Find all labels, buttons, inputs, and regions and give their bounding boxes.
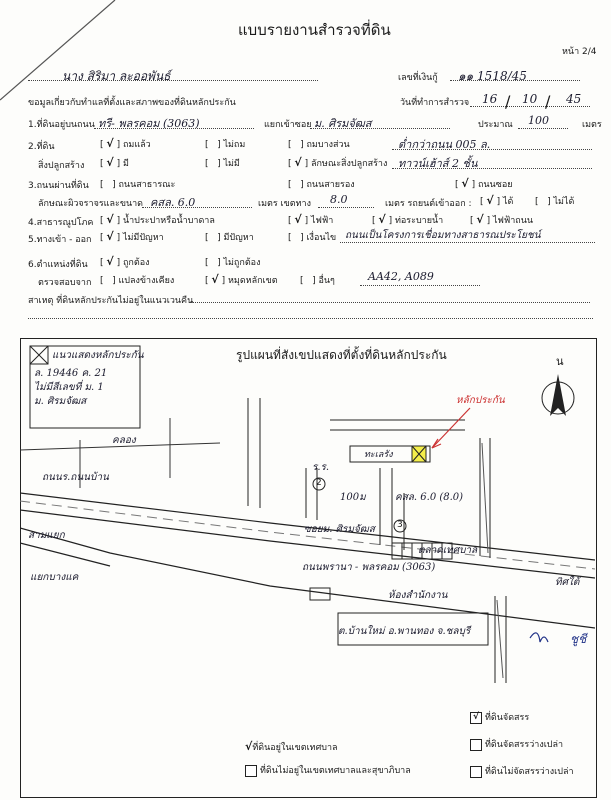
map-box-line2: ไม่มีสีเลขที่ ม. 1 xyxy=(34,382,104,393)
loan-number-label: เลขที่เงินกู้ xyxy=(398,73,438,83)
row6b-neighbour: [ ] แปลงข้างเคียง xyxy=(100,276,175,286)
north-arrow-icon xyxy=(542,374,574,416)
label-ro: ร.ร. xyxy=(312,462,330,473)
row3-label: 3.ถนนผ่านที่ดิน xyxy=(28,181,89,191)
owner-name: นาง สิริมา ละออพันธ์ xyxy=(62,69,171,83)
signature: ชูชี xyxy=(570,632,587,646)
signature-mark xyxy=(530,633,548,642)
row2-notfilled: [ ] ไม่ถม xyxy=(205,140,246,150)
label-100m: 100ม xyxy=(340,492,366,503)
row6-right: [ √ ] ถูกต้อง xyxy=(100,255,150,268)
row6-label: 6.ตำแหน่งที่ดิน xyxy=(28,260,88,270)
row4-elec: [ √ ] ไฟฟ้า xyxy=(288,213,334,226)
row5-label: 5.ทางเข้า - ออก xyxy=(28,235,92,245)
survey-date-month: 10 xyxy=(522,92,538,106)
check-allocated-vacant: ที่ดินจัดสรรว่างเปล่า xyxy=(470,737,563,751)
survey-date-label: วันที่ทำการสำรวจ xyxy=(400,98,470,108)
row5-ok: [ √ ] ไม่มีปัญหา xyxy=(100,230,164,243)
label-sayai: สามแยก xyxy=(28,530,65,541)
row5-note: ถนนเป็นโครงการเชื่อมทางสาธารณประโยชน์ xyxy=(345,230,541,241)
row4-drain: [ √ ] ท่อระบายน้ำ xyxy=(372,213,444,226)
row4-water: [ √ ] น้ำประปาหรือน้ำบาดาล xyxy=(100,213,215,226)
collateral-label: หลักประกัน xyxy=(456,395,505,406)
label-ksl: คสล. 6.0 (8.0) xyxy=(395,492,464,503)
lower-road xyxy=(20,528,595,628)
collateral-arrow xyxy=(432,408,470,448)
row2b-none: [ ] ไม่มี xyxy=(205,159,240,169)
map-title: รูปแผนที่สังเขปแสดงที่ตั้งที่ดินหลักประกัน xyxy=(236,348,447,362)
row2b-has: [ √ ] มี xyxy=(100,156,129,169)
row6b-other: [ ] อื่นๆ xyxy=(300,276,335,286)
row2b-label: สิ่งปลูกสร้าง xyxy=(38,161,85,171)
label-market: ตลาดเทศบาล xyxy=(418,545,478,556)
row3b-no: [ ] ไม่ได้ xyxy=(535,197,575,207)
row2b-type-label: [ √ ] ลักษณะสิ่งปลูกสร้าง xyxy=(288,156,388,169)
row3b-label: ลักษณะผิวจราจรและขนาด xyxy=(38,199,144,209)
row3b-width: 8.0 xyxy=(330,193,348,206)
row1-lane: ม. ศิรมจัฒส xyxy=(314,117,372,130)
north-label: น xyxy=(556,355,564,368)
label-main-road: ถนนพรานา - พลรคอม (3063) xyxy=(302,562,436,573)
check-allocated: √ ที่ดินจัดสรร xyxy=(470,710,529,724)
row1-road: ทรี- พลรคอม (3063) xyxy=(98,117,200,130)
row5-condition: [ ] เงื่อนไข xyxy=(288,233,337,243)
row1-unit: เมตร xyxy=(582,120,602,130)
page-number: หน้า 2/4 xyxy=(562,47,597,57)
row4-light: [ √ ] ไฟฟ้าถนน xyxy=(470,213,534,226)
plot-label: ทะเลรัง xyxy=(364,450,393,460)
label-south: ทิศใต้ xyxy=(555,577,580,588)
check-municipal: √ที่ดินอยู่ในเขตเทศบาล xyxy=(245,740,338,753)
label-canal: คลอง xyxy=(112,435,136,446)
row1-lane-label: แยกเข้าซอย xyxy=(264,120,312,130)
circle-2: 2 xyxy=(316,478,322,488)
row3-soi: [ √ ] ถนนซอย xyxy=(455,177,513,190)
label-area: ต.บ้านใหม่ อ.พานทอง จ.ชลบุรี xyxy=(338,626,471,637)
row6-wrong: [ ] ไม่ถูกต้อง xyxy=(205,258,261,268)
row4-label: 4.สาธารณูปโภค xyxy=(28,218,94,228)
row3-private: [ ] ถนนสายรอง xyxy=(288,180,355,190)
vertical-roads xyxy=(248,398,506,683)
row7-label: สาเหตุ ที่ดินหลักประกันไม่อยู่ในแนวเวนคืน xyxy=(28,296,194,306)
row1-distance: 100 xyxy=(528,114,549,127)
circle-3: 3 xyxy=(397,520,403,530)
loan-number-value: ๑๑ 1518/45 xyxy=(458,69,527,83)
row6b-other-value: AA42, A089 xyxy=(368,270,434,283)
check-unallocated-vacant: ที่ดินไม่จัดสรรว่างเปล่า xyxy=(470,764,574,778)
row2-label: 2.ที่ดิน xyxy=(28,142,55,152)
survey-date-year: 45 xyxy=(566,92,582,106)
row6b-peg: [ √ ] หมุดหลักเขต xyxy=(205,273,278,286)
map-box-line3: ม. ศิรมจัฒส xyxy=(34,396,87,407)
label-soi: ซอยม. ศิรมจัฒส xyxy=(304,524,375,535)
row3b-car-label: เมตร รถยนต์เข้าออก : xyxy=(385,199,472,209)
fold-mark xyxy=(0,0,120,110)
label-kpb: แยกบางแค xyxy=(30,572,79,583)
row2-partial: [ ] ถมบางส่วน xyxy=(288,140,350,150)
row2b-type: ทาวน์เฮ้าส์ 2 ชั้น xyxy=(398,157,478,170)
row3b-width-label: เมตร เขตทาง xyxy=(258,199,312,209)
row3b-surface: คสล. 6.0 xyxy=(150,196,196,209)
row3b-yes: [ √ ] ได้ xyxy=(480,194,514,207)
row6b-label: ตรวจสอบจาก xyxy=(38,278,92,288)
canal-hatch xyxy=(482,443,503,678)
check-nonmunicipal: ที่ดินไม่อยู่ในเขตเทศบาลและสุขาภิบาล xyxy=(245,763,411,777)
row1-approx: ประมาณ xyxy=(478,120,513,130)
map-box-title: แนวแสดงหลักประกัน xyxy=(52,350,144,361)
page-title: แบบรายงานสำรวจที่ดิน xyxy=(238,21,391,39)
label-road1: ถนนร.ถนนบ้าน xyxy=(42,472,109,483)
row2-filled: [ √ ] ถมแล้ว xyxy=(100,137,151,150)
map-box-line1: ล. 19446 ค. 21 xyxy=(34,368,108,379)
row3-public: [ ] ถนนสาธารณะ xyxy=(100,180,176,190)
label-office: ห้องสำนักงาน xyxy=(388,590,448,601)
section-info-label: ขอมูลเกี่ยวกับทำแลที่ตั้งและสภาพของที่ดินหลักประกัน xyxy=(28,98,236,108)
row1-label: 1.ที่ดินอยู่บนถนน xyxy=(28,120,95,130)
row5-problem: [ ] มีปัญหา xyxy=(205,233,254,243)
row2-elevation: ต่ำกว่าถนน 005 ล. xyxy=(398,138,491,151)
survey-date-day: 16 xyxy=(482,92,498,106)
